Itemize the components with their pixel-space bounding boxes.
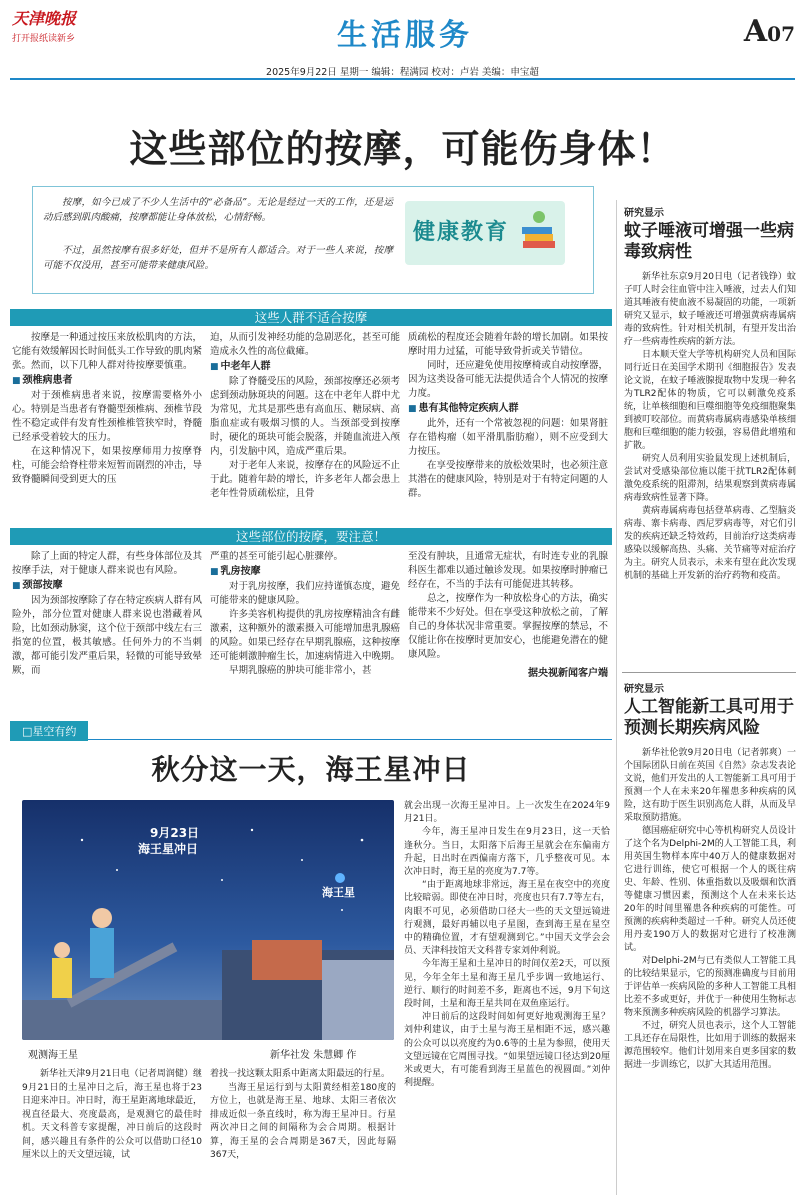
illustration-date: 9月23日	[150, 826, 200, 840]
illustration-credit: 新华社发 朱慧卿 作	[270, 1050, 357, 1061]
paragraph: 按摩是一种通过按压来放松肌肉的方法，它能有效缓解因长时间低头工作导致的肌肉紧张。然而，以下几种人群对待按摩要慎重。	[12, 332, 203, 371]
paragraph: 日本顺天堂大学等机构研究人员和国际同行近日在美国学术期刊《细胞报告》发表论文说，在蚊子唾液腺提取物中发现一种名为TLR2配体的物质，它可以刺激免疫系统，让单核细胞和巨噬细胞等免疫细胞聚集到被叮咬部位。而黄病毒属病毒感染单核细胞和巨噬细胞的能力较强，容易借此增殖和扩散。	[624, 350, 796, 451]
dateline: 2025年9月22日 星期一 编辑：程满园 校对：卢岩 美编：申宝超	[266, 67, 539, 78]
header-rule	[10, 78, 795, 80]
paragraph: 对于老年人来说，按摩存在的风险远不止于此。随着年龄的增长，许多老年人都会患上老年性骨质疏松症，且骨	[210, 460, 401, 499]
sky-article-right	[404, 800, 610, 1090]
main-headline: 这些部位的按摩，可能伤身体！	[129, 127, 676, 171]
paragraph: 在享受按摩带来的放松效果时，也必须注意其潜在的健康风险，特别是对于有特定问题的人群。	[408, 460, 608, 499]
sky-column-header	[10, 720, 612, 740]
badge-text: 健康教育	[413, 220, 510, 245]
subheading-breast: ■ 乳房按摩	[210, 564, 400, 580]
paragraph: 质疏松的程度还会随着年龄的增长加剧。如果按摩时用力过猛，可能导致骨折或关节错位。	[408, 332, 608, 357]
article-column-3	[408, 331, 608, 501]
sky-article-mid	[210, 1068, 396, 1163]
section-band-2: 这些部位的按摩，要注意！	[10, 528, 612, 545]
source-credit: 据央视新闻客户端	[528, 668, 608, 679]
paragraph: 新华社伦敦9月20日电（记者郭爽）一个国际团队日前在英国《自然》杂志发表论文说，他们开发出的人工智能新工具可用于预测一个人在未来20年罹患多种疾病的风险，这有助于医生识别高危人群，从而及早采取预防措施。	[624, 748, 796, 823]
paragraph: 除了脊髓受压的风险，颈部按摩还必须考虑到颈动脉斑块的问题。这在中老年人群中尤为常见，尤其是那些患有高血压、糖尿病、高脂血症或有吸烟习惯的人。当颈部受到按摩时，硬化的斑块可能会脱落，并随血流进入颅内，引发脑中风，造成严重后果。	[210, 376, 401, 457]
paragraph: 对Delphi-2M与已有类似人工智能工具的比较结果显示，它的预测准确度与目前用于评估单一疾病风险的多种人工智能工具相比差不多或更好，并优于一种使用生物标志物来预测多种疾病风险的机器学习算法。	[624, 956, 796, 1018]
paragraph: “由于距离地球非常远，海王星在夜空中的亮度比较暗弱。即使在冲日时，亮度也只有7.7等左右，肉眼不可见，必须借助口径大一些的天文望远镜进行观测，最好再辅以电子星图，查到海王星在星空中的精确位置，才有望观测到它。”中国天文学会会员、天津科技馆天文科普专家刘仲利说。	[404, 880, 610, 957]
paragraph: 因为颈部按摩除了存在特定疾病人群有风险外，部分位置对健康人群来说也潜藏着风险，比如颈动脉窦，这个位于颈部中线左右三指宽的位置，极其敏感。任何外力的不当刺激，都可能引发严重后果，轻微的可能导致晕厥，而	[12, 595, 203, 676]
health-education-badge	[405, 201, 565, 265]
article-column-6	[408, 550, 608, 679]
masthead-logo	[12, 6, 102, 44]
subheading-cervical: ■ 颈椎病患者	[12, 373, 202, 389]
newspaper-logo: 天津晚报	[12, 9, 77, 28]
paragraph: 同时，还应避免使用按摩椅或自动按摩器，因为这类设备可能无法提供适合个人情况的按摩力度。	[408, 360, 608, 399]
story-title: 蚊子唾液可增强一些病毒致病性	[624, 221, 794, 262]
paragraph: 今年，海王星冲日发生在9月23日，这一天恰逢秋分。当日，太阳落下后海王星就会在东偏南方升起，日出时在西偏南方落下，几乎整夜可见。本次冲日时，海王星的亮度为7.7等。	[404, 827, 610, 878]
illustration-caption: 观测海王星	[28, 1050, 78, 1061]
paragraph: 许多美容机构提供的乳房按摩精油含有雌激素，这种额外的激素摄入可能增加患乳腺癌的风险。如果已经存在早期乳腺癌，这种按摩还可能刺激肿瘤生长，加速病情进入中晚期。	[210, 609, 401, 662]
night-scene	[22, 800, 394, 1040]
page-letter: A	[743, 14, 768, 49]
paragraph: 今年海王星和土星冲日的时间仅差2天，可以预见，今年全年土星和海王星几乎步调一致地运行、逆行、顺行的时间差不多，距离也不远，9月下旬这段时间，土星和海王星共同在双鱼座运行。	[404, 959, 610, 1010]
paragraph: 新华社东京9月20日电（记者钱铮）蚊子叮人时会往血管中注入唾液，过去人们知道其唾液有使血液不易凝固的功能，一项新研究又显示，蚊子唾液还可增强黄病毒属病毒的致病性。针对相关机制，有望开发出治疗一些病毒性疾病的新方法。	[624, 272, 796, 347]
sky-headline: 秋分这一天，海王星冲日	[151, 753, 471, 786]
paragraph: 对于颈椎病患者来说，按摩需要格外小心。特别是当患者有脊髓型颈椎病、颈椎节段性不稳定或伴有发育性颈椎椎管狭窄时，脊髓已经承受着较大的压力。	[12, 390, 203, 443]
subheading-neck: ■ 颈部按摩	[12, 578, 202, 594]
sidebar-story-mosquito	[624, 204, 796, 583]
paragraph: 总之，按摩作为一种放松身心的方法，确实能带来不少好处。但在享受这种放松之前，了解自己的身体状况非常重要。掌握按摩的禁忌，不仅能让你在按摩时更加安心，也能避免潜在的健康风险。	[408, 593, 608, 660]
paragraph: 严重的甚至可能引起心脏骤停。	[210, 551, 344, 562]
slogan: 打开报纸读新乡	[12, 34, 76, 44]
paragraph: 在这种情况下，如果按摩师用力按摩脊柱，可能会给脊柱带来短暂而剧烈的冲击，导致脊髓瞬间受到更大的压	[12, 446, 203, 485]
paragraph: 冲日前后的这段时间如何更好地观测海王星？刘仲利建议，由于土星与海王星相距不远，感兴趣的公众可以以亮度约为0.6等的土星为参照，使用天文望远镜在它周围寻找。“如果望远镜口径达到20厘米或更大，有可能看到海王星蓝色的视圆面。”刘仲利提醒。	[404, 1012, 610, 1089]
article-column-2	[210, 331, 400, 501]
subheading-disease: ■ 患有其他特定疾病人群	[408, 401, 608, 417]
page-digits: 07	[767, 22, 795, 46]
column-tag: □星空有约	[10, 721, 88, 741]
sky-article-lead	[22, 1068, 202, 1163]
paragraph: 黄病毒属病毒包括登革病毒、乙型脑炎病毒、寨卡病毒、西尼罗病毒等，对它们引发的疾病还缺乏特效药，目前治疗这类病毒感染以缓解高热、头痛、关节痛等对症治疗为主。研究人员表示，未来有望在此次发现机制的基础上开发新的治疗药物和疫苗。	[624, 506, 796, 581]
column-tag-text: 星空有约	[32, 725, 77, 738]
paragraph: 当海王星运行到与太阳黄经相差180度的方位上，也就是海王星、地球、太阳三者依次排成近似一条直线时，称为海王星冲日。行星两次冲日之间的间隔称为会合周期。根据计算，海王星的会合周期是367天，因此每隔367天，	[210, 1082, 396, 1160]
paragraph: 就会出现一次海王星冲日。上一次发生在2024年9月21日。	[404, 801, 610, 825]
article-column-4	[12, 550, 202, 678]
section-band-1: 这些人群不适合按摩	[10, 309, 612, 326]
story-tag: 研究显示	[624, 208, 664, 219]
paragraph: 早期乳腺癌的肿块可能非常小，甚	[229, 665, 372, 676]
paragraph: 着找一找这颗太阳系中距离太阳最远的行星。	[210, 1069, 391, 1079]
sidebar-divider	[622, 672, 796, 673]
section-title: 生活服务	[337, 18, 473, 53]
intro-paragraph-2: 不过，虽然按摩有很多好处，但并不是所有人都适合。对于一些人来说，按摩可能不仅没用，甚至可能带来健康风险。	[43, 245, 393, 271]
column-divider	[616, 200, 617, 1195]
paragraph: 研究人员利用实验鼠发现上述机制后，尝试对受感染部位施以能干扰TLR2配体刺激免疫系统的阻滞剂，结果观察到黄病毒属病毒致病性显著下降。	[624, 454, 796, 503]
illustration-planet-label: 海王星	[322, 886, 355, 899]
intro-paragraph-1: 按摩，如今已成了不少人生活中的“必备品”。无论是经过一天的工作，还是运动后感到肌肉酸痛，按摩都能让身体放松，心情舒畅。	[43, 197, 393, 223]
story-tag: 研究显示	[624, 684, 664, 695]
paragraph: 至没有肿块，且通常无症状，有时连专业的乳腺科医生都难以通过触诊发现。如果按摩时肿瘤已经存在，不当的手法有可能促进其转移。	[408, 551, 608, 590]
paragraph: 德国癌症研究中心等机构研究人员设计了这个名为Delphi-2M的人工智能工具，利用英国生物样本库中40万人的健康数据对它进行训练，使它可根据一个人的既往病史、年龄、性别、体重指数以及吸烟和饮酒等健康习惯因素，预测这个人在未来长达20年的时间里罹患各种疾病的可能性。可预测的疾病种类超过一千种。研究人员还使用丹麦190万人的数据对它进行了校准测试。	[624, 826, 796, 953]
article-column-1	[12, 331, 202, 487]
page-number	[744, 14, 795, 49]
article-column-5	[210, 550, 400, 678]
sidebar-story-ai	[624, 680, 796, 1072]
story-title: 人工智能新工具可用于预测长期疾病风险	[624, 697, 794, 738]
paragraph: 对于乳房按摩，我们应持谨慎态度，避免可能带来的健康风险。	[210, 581, 401, 606]
paragraph: 除了上面的特定人群，有些身体部位及其按摩手法，对于健康人群来说也有风险。	[12, 551, 203, 576]
paragraph: 此外，还有一个常被忽视的问题：如果肾脏存在错构瘤（如平滑肌脂肪瘤），则不应受到大力按压。	[408, 418, 608, 457]
paragraph: 迫，从而引发神经功能的急剧恶化，甚至可能造成永久性的高位截瘫。	[210, 332, 401, 357]
paragraph: 不过，研究人员也表示，这个人工智能工具还存在局限性，比如用于训练的数据来源范围较窄。他们计划用来自更多国家的数据进一步训练它，以扩大其适用范围。	[624, 1021, 796, 1070]
neptune-illustration	[22, 800, 394, 1040]
intro-box	[32, 186, 594, 294]
book-stack-icon	[519, 207, 559, 257]
subheading-elderly: ■ 中老年人群	[210, 359, 400, 375]
illustration-event: 海王星冲日	[138, 842, 199, 856]
paragraph: 新华社天津9月21日电（记者周润健）继9月21日的土星冲日之后，海王星也将于23日迎来冲日。冲日时，海王星距离地球最近，视直径最大、亮度最高，是观测它的最佳时机。天文科普专家提醒，冲日前后的这段时间，感兴趣且有条件的公众可以借助口径10厘米以上的天文望远镜，试	[22, 1069, 203, 1160]
